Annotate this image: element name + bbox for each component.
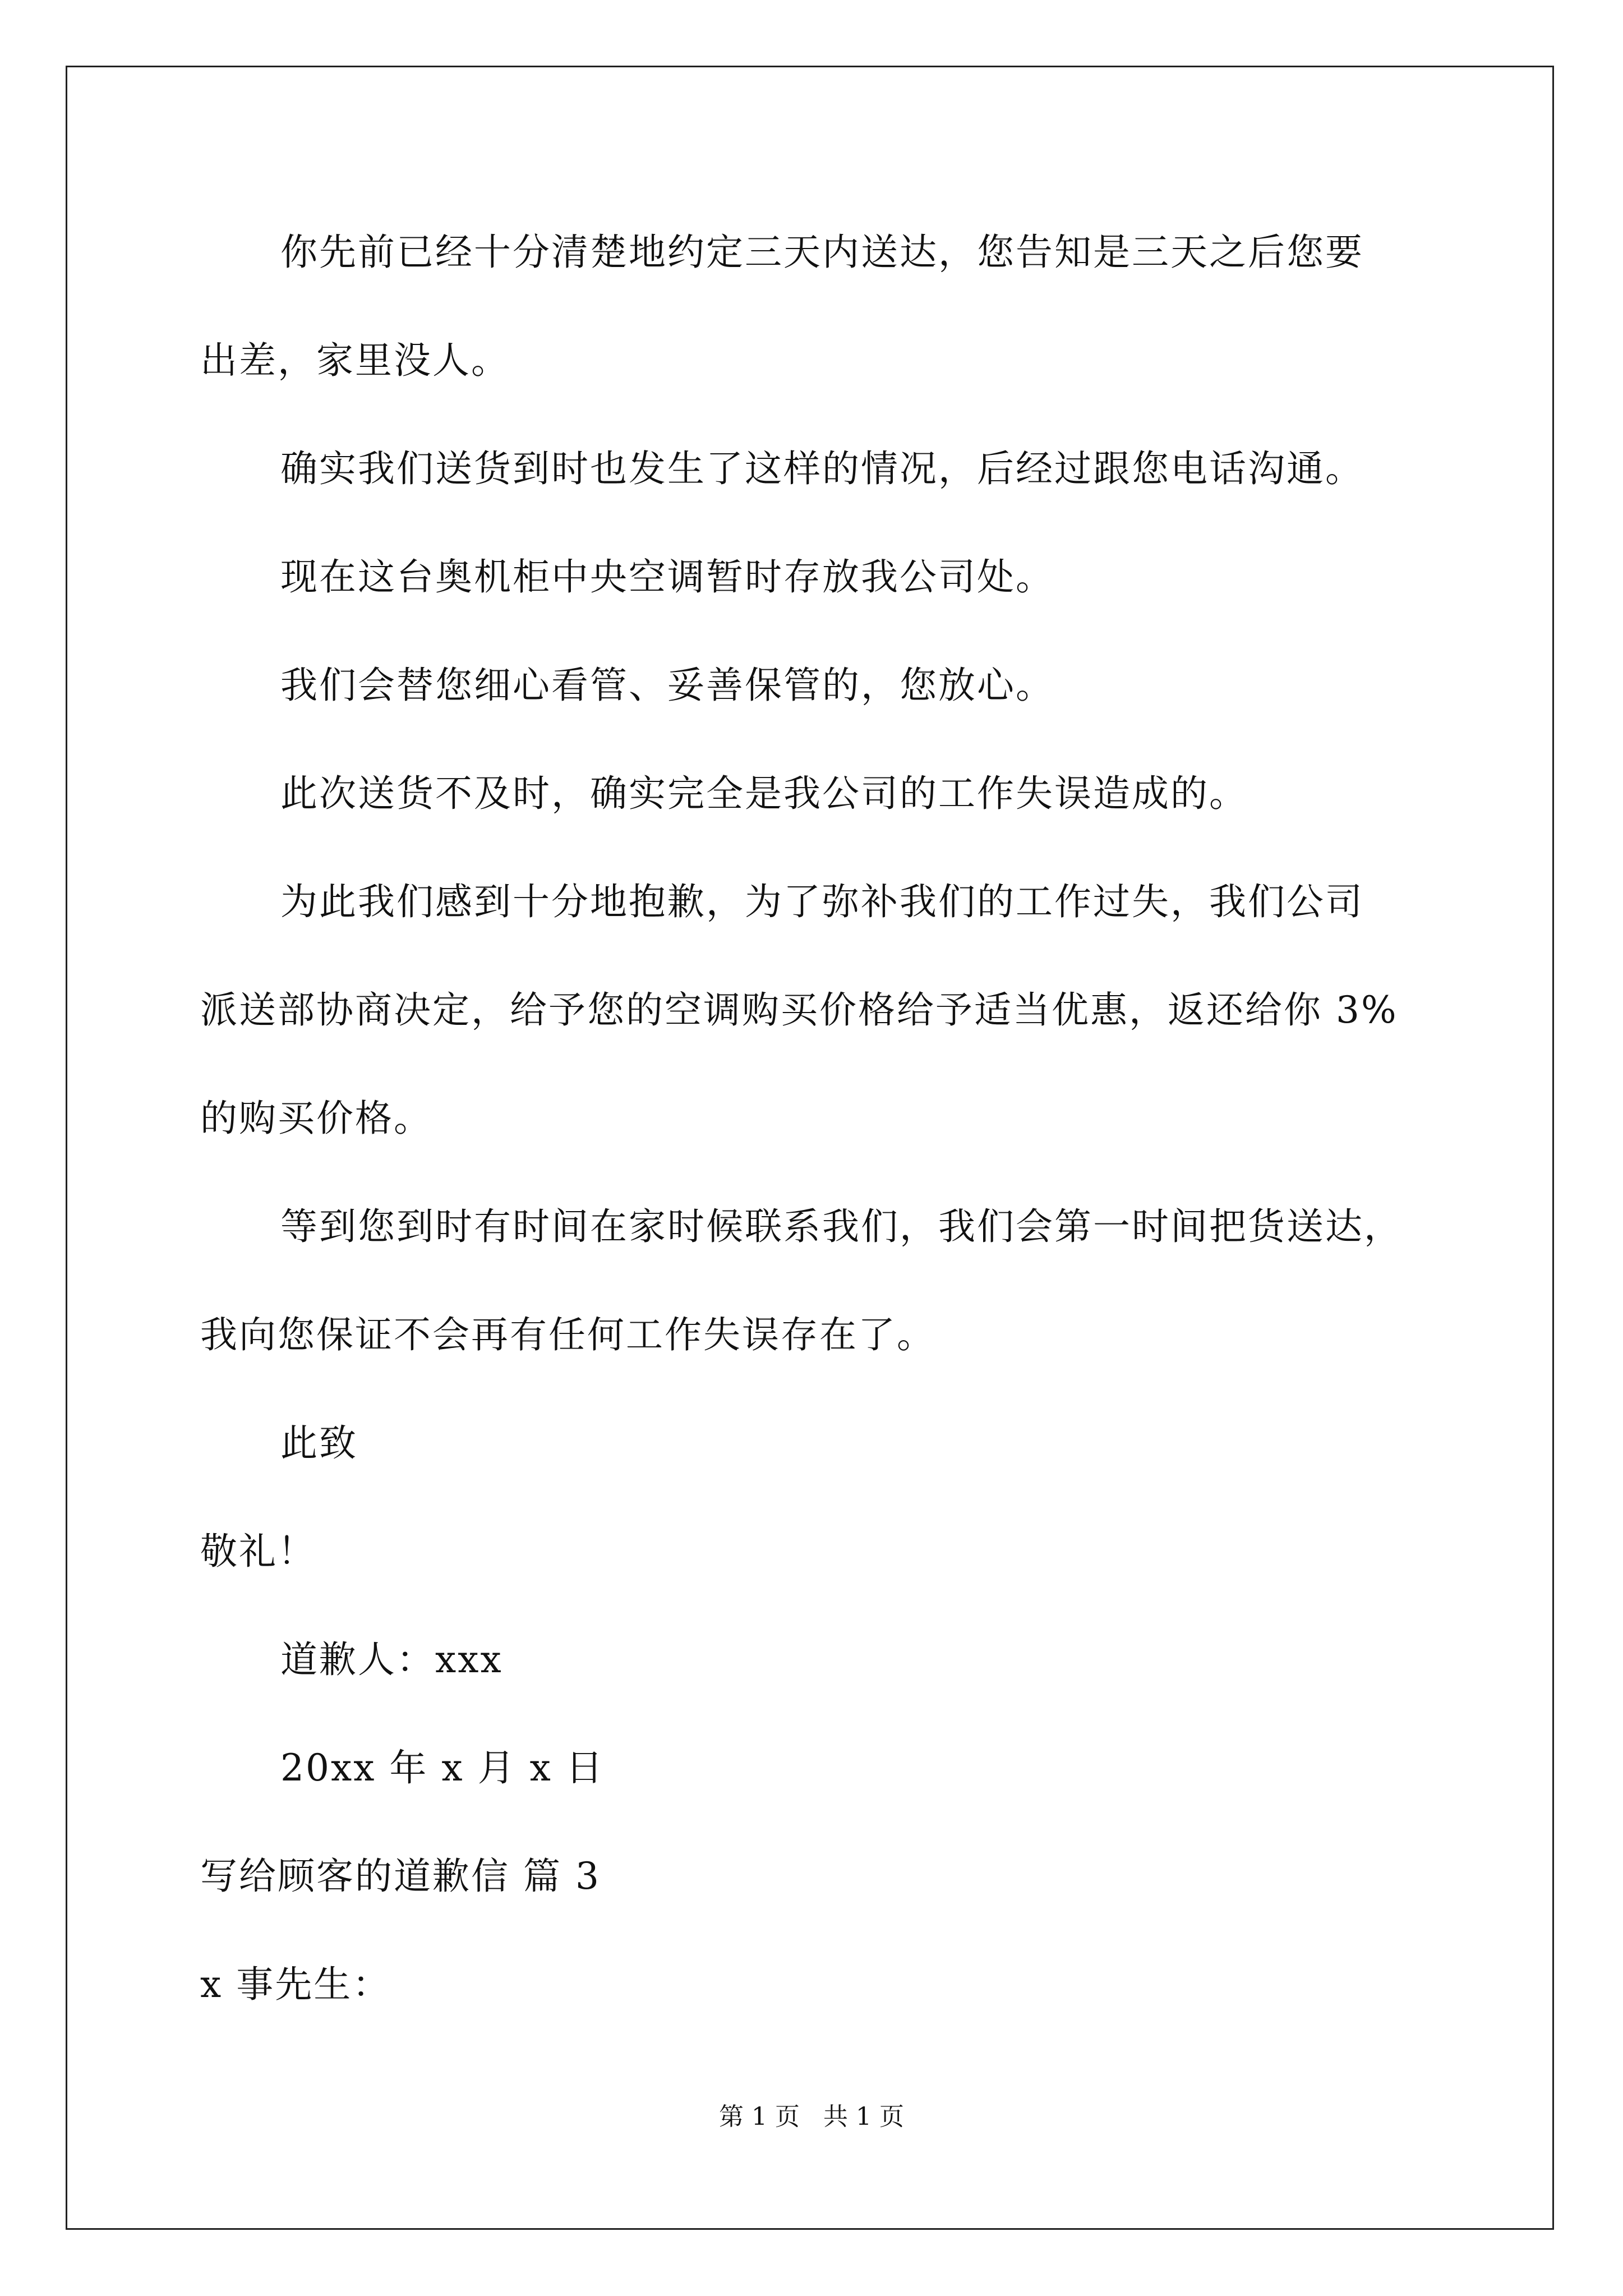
paragraph-line-3: 确实我们送货到时也发生了这样的情况，后经过跟您电话沟通。 bbox=[280, 447, 1364, 490]
paragraph-line-2: 出差，家里没人。 bbox=[200, 339, 510, 382]
paragraph-line-4: 现在这台奥机柜中央空调暂时存放我公司处。 bbox=[280, 555, 1054, 599]
paragraph-line-6: 此次送货不及时，确实完全是我公司的工作失误造成的。 bbox=[280, 772, 1248, 815]
paragraph-line-11: 我向您保证不会再有任何工作失误存在了。 bbox=[200, 1313, 935, 1356]
recipient-line: x 事先生： bbox=[200, 1963, 391, 2006]
paragraph-line-1: 你先前已经十分清楚地约定三天内送达，您告知是三天之后您要 bbox=[280, 231, 1364, 274]
salutation-line: 敬礼！ bbox=[200, 1530, 316, 1573]
section-heading: 写给顾客的道歉信 篇 3 bbox=[200, 1855, 601, 1898]
paragraph-line-8: 派送部协商决定，给予您的空调购买价格给予适当优惠，返还给你 3% bbox=[200, 988, 1398, 1032]
closing-line: 此致 bbox=[280, 1421, 358, 1465]
signature-line: 道歉人：xxx bbox=[280, 1638, 503, 1681]
page-footer: 第 1 页 共 1 页 bbox=[719, 2102, 904, 2131]
paragraph-line-7: 为此我们感到十分地抱歉，为了弥补我们的工作过失，我们公司 bbox=[280, 880, 1364, 923]
paragraph-line-9: 的购买价格。 bbox=[200, 1097, 432, 1140]
date-line: 20xx 年 x 月 x 日 bbox=[280, 1746, 605, 1789]
page-border bbox=[66, 66, 1554, 2230]
paragraph-line-10: 等到您到时有时间在家时候联系我们，我们会第一时间把货送达， bbox=[280, 1205, 1403, 1248]
paragraph-line-5: 我们会替您细心看管、妥善保管的，您放心。 bbox=[280, 664, 1054, 707]
